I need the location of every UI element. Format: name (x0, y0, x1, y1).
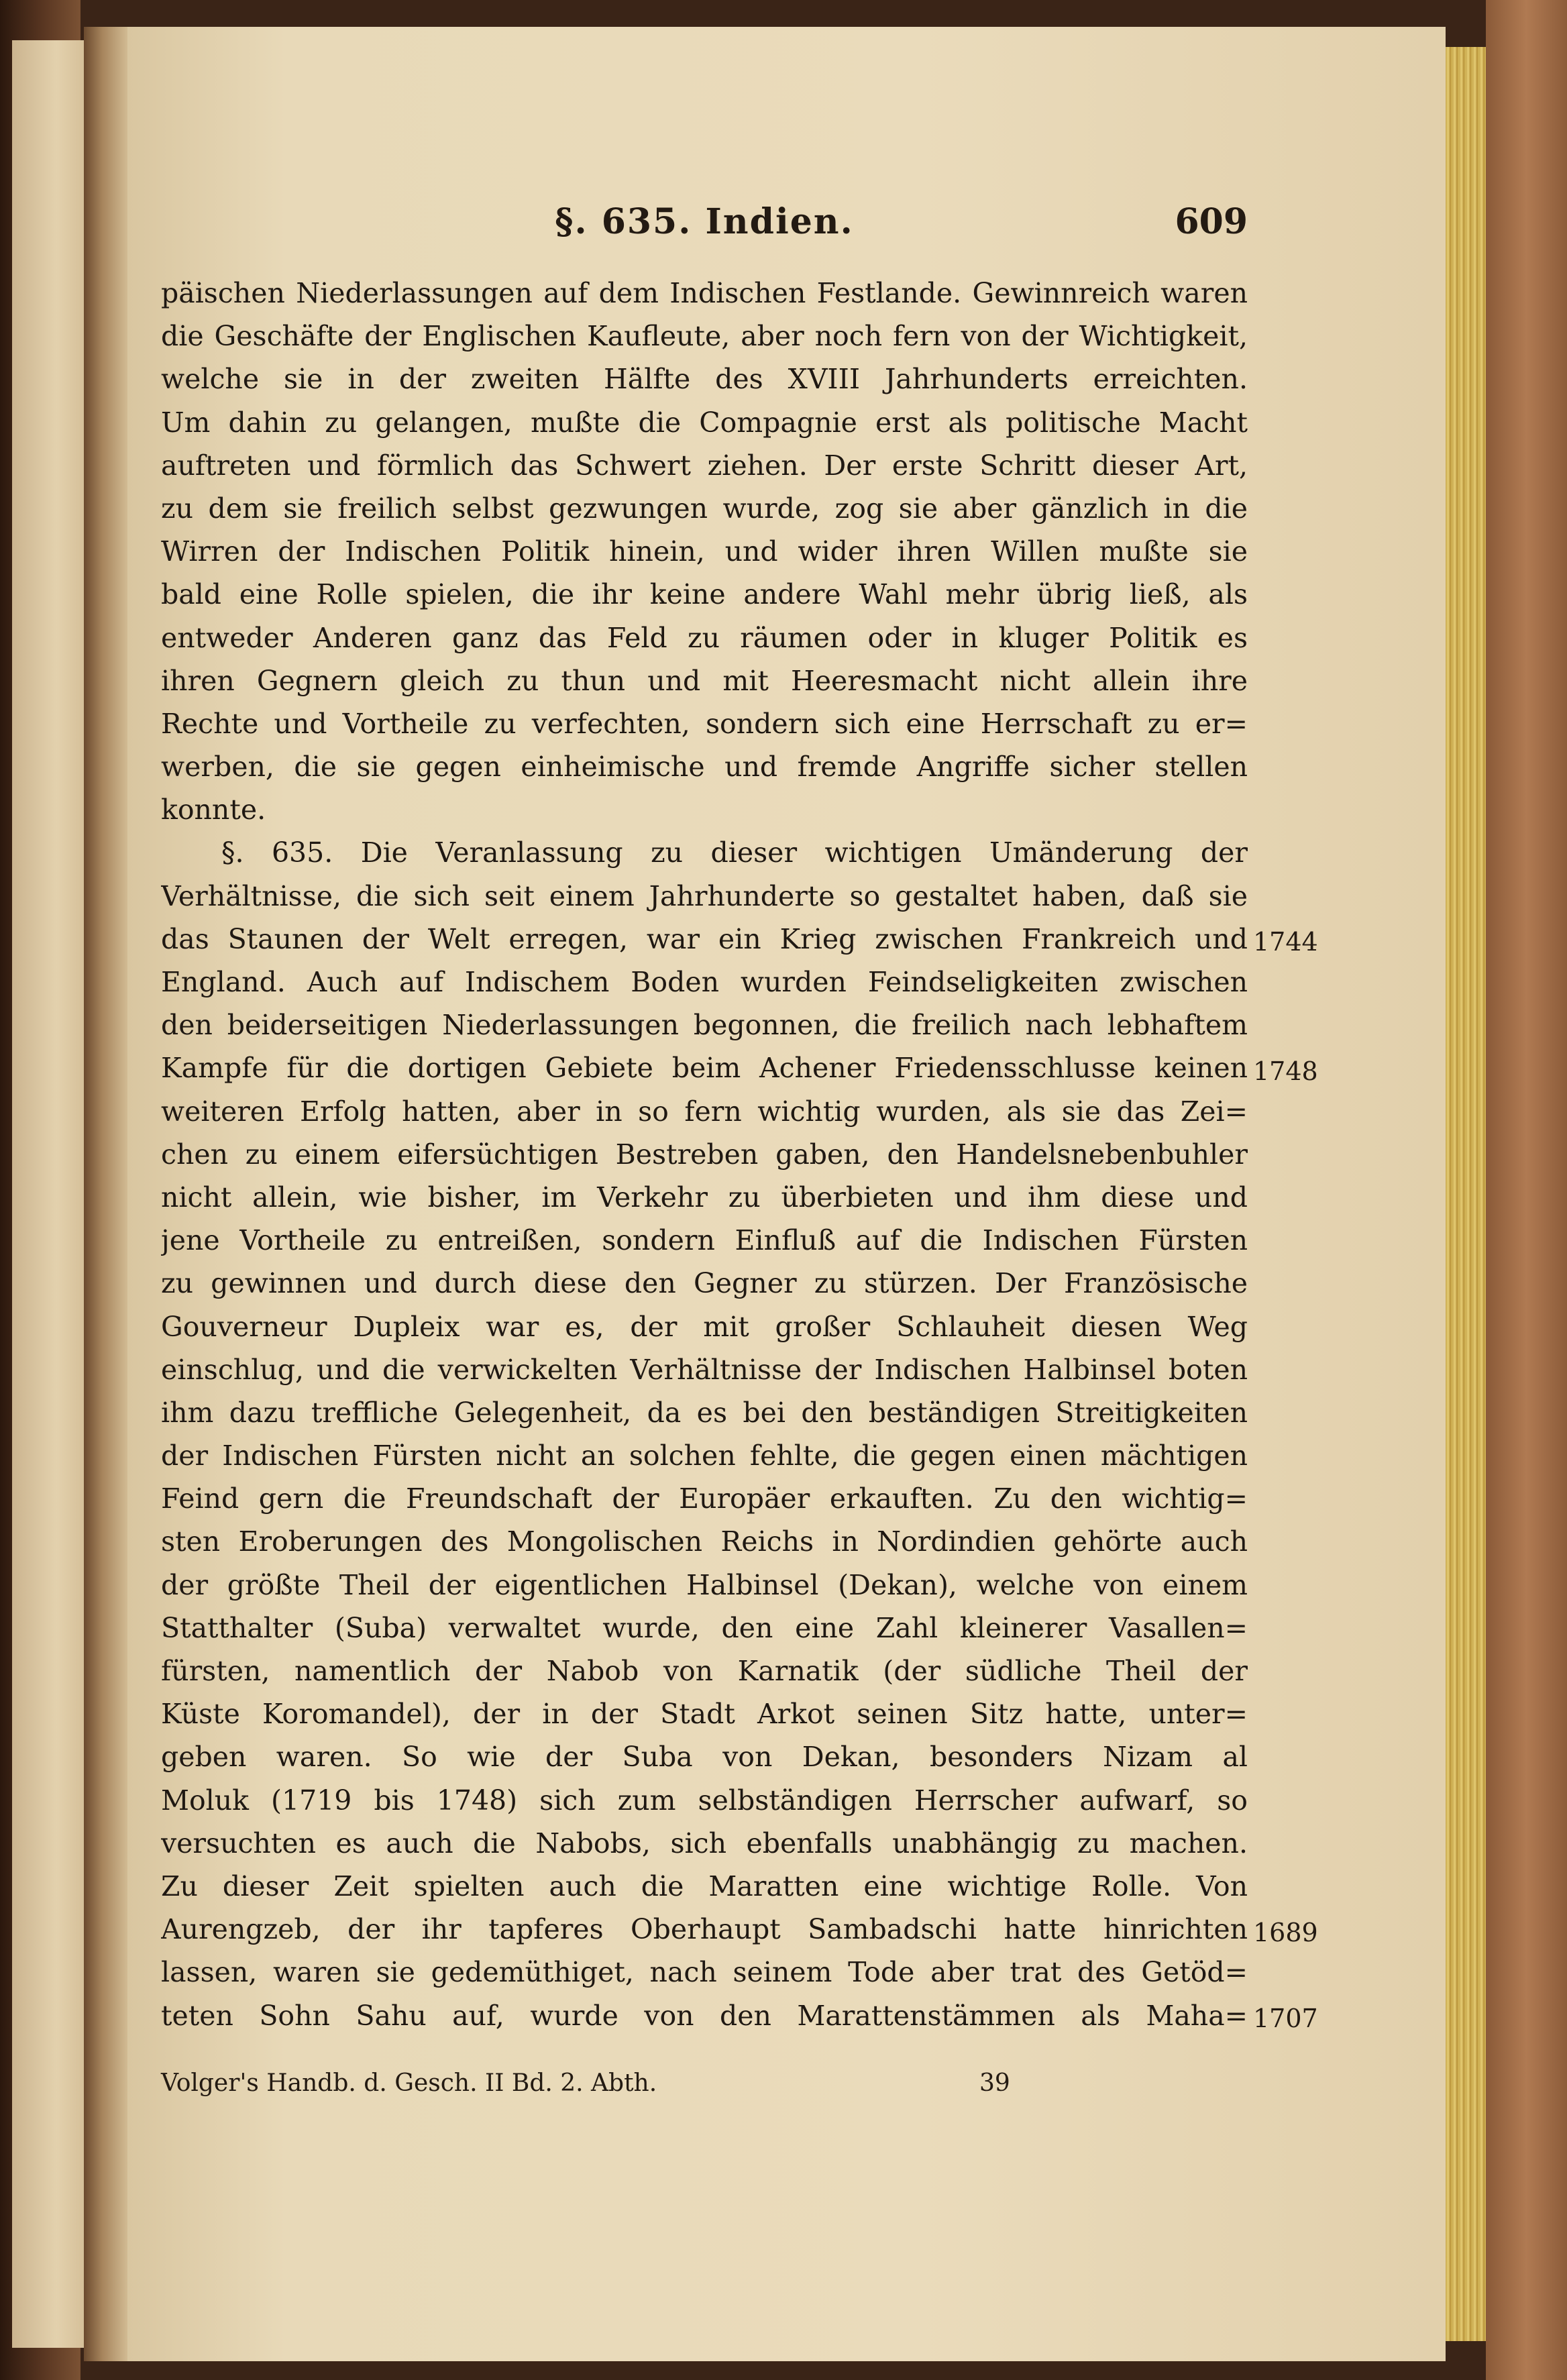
text-line: das Staunen der Welt erregen, war ein Krieg zwischen Frankreich und (161, 922, 1248, 955)
text-line: die Geschäfte der Englischen Kaufleute, aber noch fern von der Wichtigkeit, (161, 320, 1248, 353)
text-line: Wirren der Indischen Politik hinein, und wider ihren Willen mußte sie (161, 535, 1248, 568)
left-page-edge (12, 40, 90, 2348)
text-line: Feind gern die Freundschaft der Europäer erkauften. Zu den wichtig= (161, 1482, 1248, 1515)
text-line: ihren Gegnern gleich zu thun und mit Heeresmacht nicht allein ihre (161, 664, 1248, 697)
text-line: fürsten, namentlich der Nabob von Karnatik (der südliche Theil der (161, 1655, 1248, 1687)
text-line: bald eine Rolle spielen, die ihr keine andere Wahl mehr übrig ließ, als (161, 578, 1248, 611)
text-line: geben waren. So wie der Suba von Dekan, besonders Nizam al (161, 1741, 1248, 1774)
margin-year: 1689 (1253, 1917, 1318, 1947)
margin-year: 1744 (1253, 927, 1318, 957)
gilt-page-edge (1446, 47, 1486, 2341)
text-line: Statthalter (Suba) verwaltet wurde, den eine Zahl kleinerer Vasallen= (161, 1611, 1248, 1644)
text-line: entweder Anderen ganz das Feld zu räumen oder in kluger Politik es (161, 621, 1248, 654)
text-line: Moluk (1719 bis 1748) sich zum selbständigen Herrscher aufwarf, so (161, 1784, 1248, 1817)
text-line: Zu dieser Zeit spielten auch die Maratten eine wichtige Rolle. Von (161, 1870, 1248, 1902)
text-line: päischen Niederlassungen auf dem Indischen Festlande. Gewinnreich waren (161, 277, 1248, 309)
page-header (161, 201, 1248, 262)
text-line: versuchten es auch die Nabobs, sich ebenfalls unabhängig zu machen. (161, 1827, 1248, 1859)
margin-year: 1707 (1253, 2004, 1318, 2033)
text-line: nicht allein, wie bisher, im Verkehr zu überbieten und ihm diese und (161, 1181, 1248, 1213)
text-line: zu dem sie freilich selbst gezwungen wurde, zog sie aber gänzlich in die (161, 492, 1248, 525)
text-line: Kampfe für die dortigen Gebiete beim Achener Friedensschlusse keinen (161, 1052, 1248, 1085)
body-text (161, 272, 1248, 2037)
text-line: weiteren Erfolg hatten, aber in so fern wichtig wurden, als sie das Zei= (161, 1095, 1248, 1128)
text-line: welche sie in der zweiten Hälfte des XVIII Jahrhunderts erreichten. (161, 363, 1248, 396)
text-line: Küste Koromandel), der in der Stadt Arkot seinen Sitz hatte, unter= (161, 1698, 1248, 1731)
text-line: §. 635. Die Veranlassung zu dieser wichtigen Umänderung der (221, 836, 1248, 869)
text-line: einschlug, und die verwickelten Verhältnisse der Indischen Halbinsel boten (161, 1353, 1248, 1386)
text-line: der größte Theil der eigentlichen Halbinsel (Dekan), welche von einem (161, 1568, 1248, 1601)
book-reference: Volger's Handb. d. Gesch. II Bd. 2. Abth. (161, 2069, 657, 2097)
page-footer (161, 2069, 1100, 2110)
text-line: chen zu einem eifersüchtigen Bestreben gaben, den Handelsnebenbuhler (161, 1138, 1248, 1171)
text-line: lassen, waren sie gedemüthiget, nach seinem Tode aber trat des Getöd= (161, 1956, 1248, 1989)
page-number: 609 (1175, 201, 1248, 242)
text-line: den beiderseitigen Niederlassungen begonnen, die freilich nach lebhaftem (161, 1009, 1248, 1042)
text-line: ihm dazu treffliche Gelegenheit, da es bei den beständigen Streitigkeiten (161, 1396, 1248, 1429)
margin-year: 1748 (1253, 1056, 1318, 1086)
book-gutter (84, 27, 131, 2361)
text-line: werben, die sie gegen einheimische und fremde Angriffe sicher stellen (161, 751, 1248, 783)
text-line: Um dahin zu gelangen, mußte die Compagnie erst als politische Macht (161, 406, 1248, 439)
text-line: konnte. (161, 794, 266, 826)
text-line: Verhältnisse, die sich seit einem Jahrhunderte so gestaltet haben, daß sie (161, 879, 1248, 912)
text-line: der Indischen Fürsten nicht an solchen fehlte, die gegen einen mächtigen (161, 1440, 1248, 1472)
section-title: §. 635. Indien. (555, 201, 854, 242)
text-line: Gouverneur Dupleix war es, der mit großer Schlauheit diesen Weg (161, 1310, 1248, 1343)
text-line: jene Vortheile zu entreißen, sondern Einfluß auf die Indischen Fürsten (161, 1224, 1248, 1257)
book-cover-right (1486, 0, 1567, 2380)
text-line: teten Sohn Sahu auf, wurde von den Marattenstämmen als Maha= (161, 1999, 1248, 2032)
text-line: Aurengzeb, der ihr tapferes Oberhaupt Sambadschi hatte hinrichten (161, 1913, 1248, 1946)
text-line: auftreten und förmlich das Schwert ziehen. Der erste Schritt dieser Art, (161, 449, 1248, 482)
text-line: zu gewinnen und durch diese den Gegner zu stürzen. Der Französische (161, 1267, 1248, 1300)
text-line: sten Eroberungen des Mongolischen Reichs in Nordindien gehörte auch (161, 1525, 1248, 1558)
printer-signature: 39 (979, 2069, 1010, 2097)
text-line: England. Auch auf Indischem Boden wurden Feindseligkeiten zwischen (161, 966, 1248, 998)
text-line: Rechte und Vortheile zu verfechten, sondern sich eine Herrschaft zu er= (161, 707, 1248, 740)
